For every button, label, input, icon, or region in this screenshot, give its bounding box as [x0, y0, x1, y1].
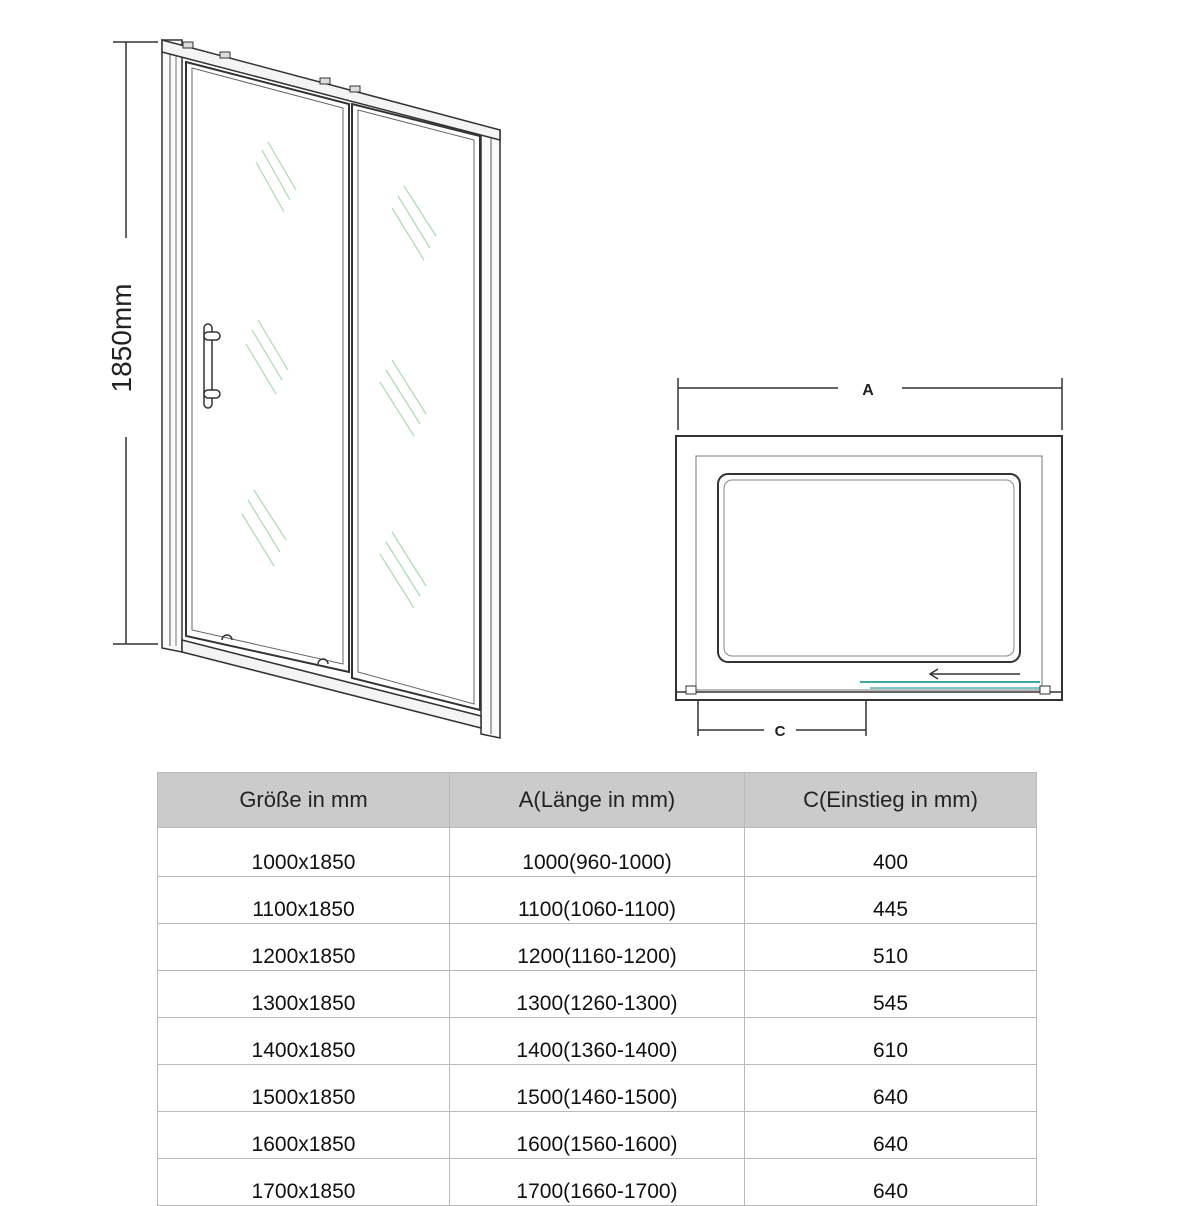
cell-size: 1300x1850	[158, 971, 450, 1018]
cell-size: 1500x1850	[158, 1065, 450, 1112]
cell-length-a: 1300(1260-1300)	[450, 971, 745, 1018]
cell-size: 1200x1850	[158, 924, 450, 971]
cell-size: 1400x1850	[158, 1018, 450, 1065]
cell-entry-c: 640	[745, 1159, 1037, 1206]
height-label: 1850mm	[106, 283, 137, 393]
cell-entry-c: 400	[745, 828, 1037, 877]
table-row	[158, 1018, 1037, 1065]
cell-size: 1000x1850	[158, 828, 450, 877]
table-row	[158, 924, 1037, 971]
table-row	[158, 971, 1037, 1018]
cell-entry-c: 545	[745, 971, 1037, 1018]
column-header-length-a: A(Länge in mm)	[450, 773, 745, 828]
cell-length-a: 1700(1660-1700)	[450, 1159, 745, 1206]
table-row	[158, 1159, 1037, 1206]
table-row	[158, 877, 1037, 924]
table-row	[158, 828, 1037, 877]
cell-entry-c: 445	[745, 877, 1037, 924]
cell-entry-c: 610	[745, 1018, 1037, 1065]
cell-entry-c: 510	[745, 924, 1037, 971]
shower-door-front-view	[162, 40, 500, 738]
cell-length-a: 1200(1160-1200)	[450, 924, 745, 971]
column-header-size: Größe in mm	[158, 773, 450, 828]
cell-size: 1100x1850	[158, 877, 450, 924]
plan-view	[676, 378, 1062, 740]
table-header-row	[158, 773, 1037, 828]
column-header-entry-c: C(Einstieg in mm)	[745, 773, 1037, 828]
size-table	[157, 772, 1037, 1206]
cell-size: 1700x1850	[158, 1159, 450, 1206]
cell-length-a: 1600(1560-1600)	[450, 1112, 745, 1159]
table-row	[158, 1112, 1037, 1159]
cell-length-a: 1000(960-1000)	[450, 828, 745, 877]
cell-length-a: 1100(1060-1100)	[450, 877, 745, 924]
dimension-c-label: C	[774, 723, 786, 740]
cell-length-a: 1500(1460-1500)	[450, 1065, 745, 1112]
cell-size: 1600x1850	[158, 1112, 450, 1159]
cell-length-a: 1400(1360-1400)	[450, 1018, 745, 1065]
cell-entry-c: 640	[745, 1112, 1037, 1159]
table-row	[158, 1065, 1037, 1112]
cell-entry-c: 640	[745, 1065, 1037, 1112]
dimension-a-label: A	[862, 382, 874, 399]
